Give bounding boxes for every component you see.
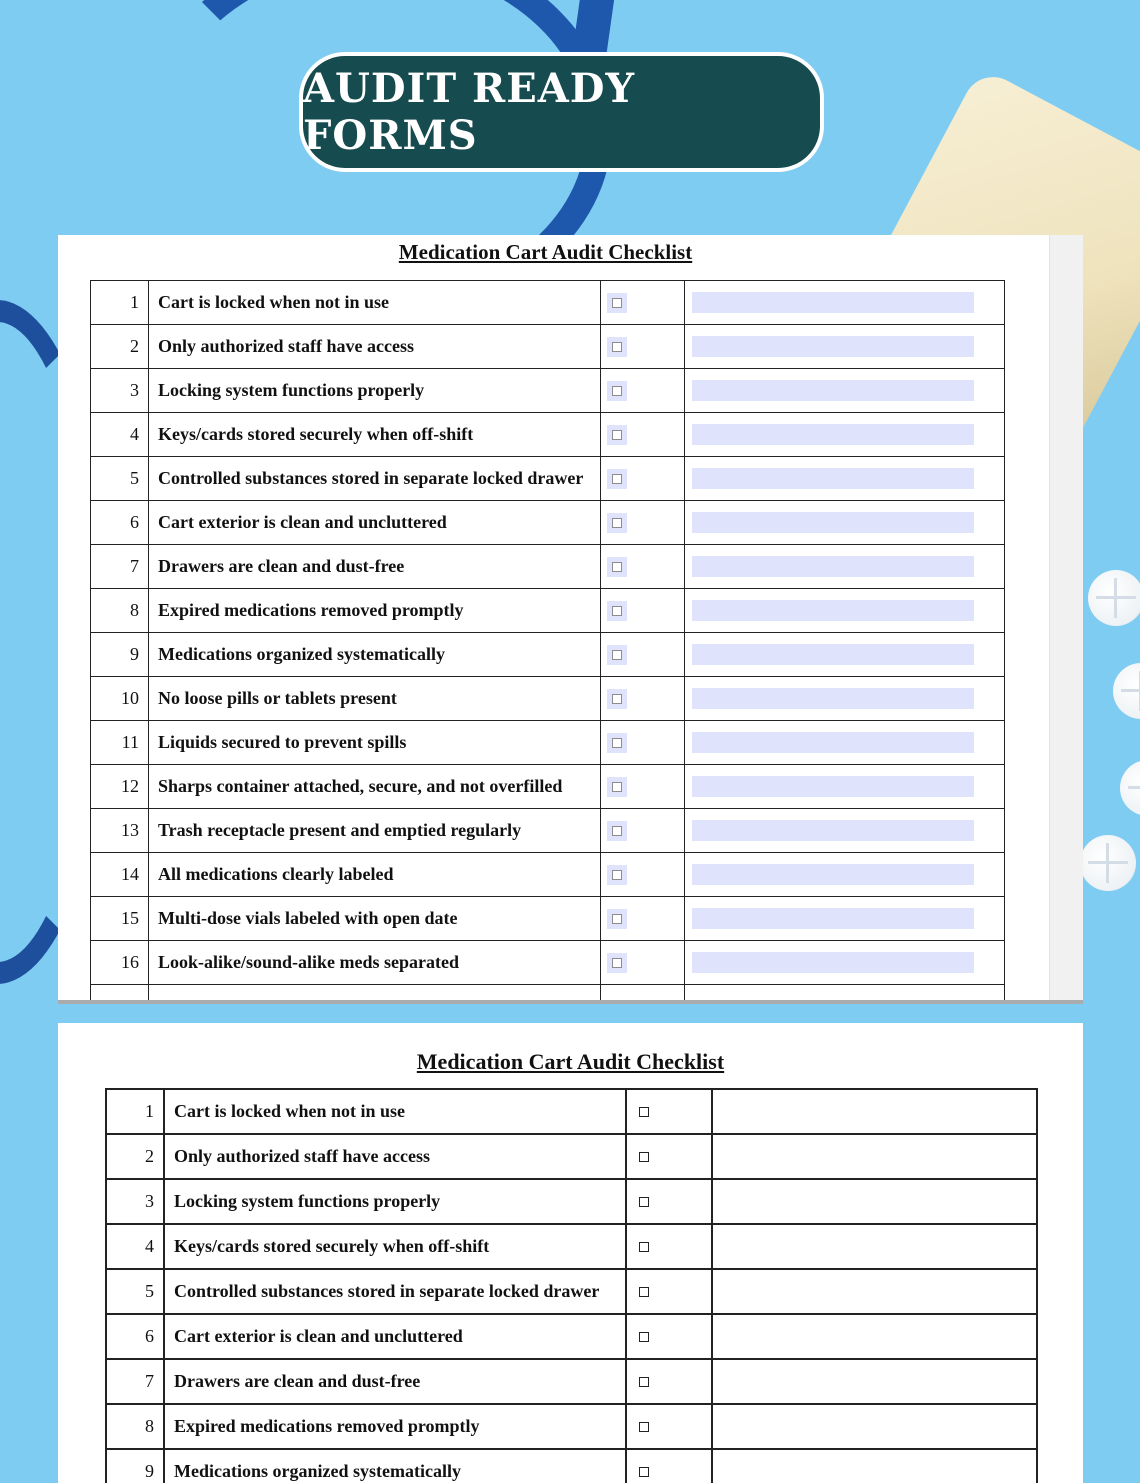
notes-input[interactable] — [692, 864, 974, 885]
table-row — [91, 633, 1005, 677]
checkbox[interactable] — [639, 1377, 649, 1387]
check-cell — [601, 501, 685, 545]
table-row — [91, 853, 1005, 897]
notes-cell[interactable] — [712, 1359, 1037, 1404]
item-number: 3 — [91, 369, 149, 413]
item-text: All medications clearly labeled — [149, 853, 601, 897]
notes-cell[interactable] — [712, 1314, 1037, 1359]
check-cell — [601, 413, 685, 457]
item-text: Medications organized systematically — [164, 1449, 626, 1483]
item-text: No loose pills or tablets present — [149, 677, 601, 721]
checkbox[interactable] — [639, 1152, 649, 1162]
check-cell — [626, 1449, 712, 1483]
item-number: 2 — [106, 1134, 164, 1179]
notes-input[interactable] — [692, 424, 974, 445]
notes-cell — [685, 457, 1005, 501]
notes-cell — [685, 369, 1005, 413]
check-cell — [601, 941, 685, 985]
item-number: 4 — [106, 1224, 164, 1269]
check-cell — [601, 809, 685, 853]
item-text: Multi-dose vials labeled with open date — [149, 897, 601, 941]
check-cell — [626, 1314, 712, 1359]
checkbox[interactable] — [607, 865, 627, 885]
item-number: 1 — [106, 1089, 164, 1134]
notes-cell[interactable] — [712, 1224, 1037, 1269]
notes-input[interactable] — [692, 468, 974, 489]
item-number: 12 — [91, 765, 149, 809]
item-text: Expired medications removed promptly — [164, 1404, 626, 1449]
notes-cell — [685, 809, 1005, 853]
table-row — [106, 1314, 1037, 1359]
notes-input[interactable] — [692, 336, 974, 357]
notes-cell[interactable] — [712, 1404, 1037, 1449]
checkbox[interactable] — [607, 601, 627, 621]
check-cell — [626, 1089, 712, 1134]
table-row — [106, 1449, 1037, 1483]
check-cell — [601, 897, 685, 941]
check-cell — [601, 853, 685, 897]
table-cell — [685, 985, 1005, 1005]
table-row — [91, 941, 1005, 985]
check-cell — [626, 1179, 712, 1224]
checkbox[interactable] — [607, 777, 627, 797]
notes-cell — [685, 677, 1005, 721]
printable-form-preview — [58, 1023, 1083, 1483]
item-number: 13 — [91, 809, 149, 853]
item-number: 6 — [106, 1314, 164, 1359]
table-row — [91, 413, 1005, 457]
fillable-form-preview — [58, 235, 1083, 1004]
notes-input[interactable] — [692, 292, 974, 313]
item-number: 7 — [91, 545, 149, 589]
item-number: 5 — [106, 1269, 164, 1314]
notes-input[interactable] — [692, 556, 974, 577]
item-number: 2 — [91, 325, 149, 369]
table-row — [91, 897, 1005, 941]
notes-cell — [685, 413, 1005, 457]
item-number: 14 — [91, 853, 149, 897]
form-title: Medication Cart Audit Checklist — [416, 1049, 725, 1074]
checkbox[interactable] — [607, 557, 627, 577]
item-number: 8 — [91, 589, 149, 633]
checkbox[interactable] — [607, 821, 627, 841]
notes-cell[interactable] — [712, 1089, 1037, 1134]
check-cell — [626, 1269, 712, 1314]
banner-title: AUDIT READY FORMS — [303, 65, 636, 159]
notes-cell — [685, 325, 1005, 369]
table-row — [106, 1224, 1037, 1269]
item-text: Only authorized staff have access — [164, 1134, 626, 1179]
item-number: 7 — [106, 1359, 164, 1404]
item-text: Locking system functions properly — [164, 1179, 626, 1224]
table-row — [106, 1179, 1037, 1224]
form-title: Medication Cart Audit Checklist — [398, 240, 693, 264]
checkbox[interactable] — [607, 953, 627, 973]
item-text: Locking system functions properly — [149, 369, 601, 413]
check-cell — [626, 1134, 712, 1179]
item-text: Expired medications removed promptly — [149, 589, 601, 633]
item-text: Controlled substances stored in separate locked drawer — [149, 457, 601, 501]
notes-cell[interactable] — [712, 1269, 1037, 1314]
checkbox[interactable] — [607, 293, 627, 313]
item-text: Cart exterior is clean and uncluttered — [149, 501, 601, 545]
item-number: 1 — [91, 281, 149, 325]
item-number: 9 — [91, 633, 149, 677]
table-row — [91, 325, 1005, 369]
item-text: Keys/cards stored securely when off-shift — [149, 413, 601, 457]
table-row — [91, 677, 1005, 721]
notes-input[interactable] — [692, 776, 974, 797]
checkbox[interactable] — [607, 381, 627, 401]
item-text: Keys/cards stored securely when off-shift — [164, 1224, 626, 1269]
notes-cell — [685, 589, 1005, 633]
checkbox[interactable] — [607, 909, 627, 929]
table-row — [91, 281, 1005, 325]
table-row — [91, 809, 1005, 853]
notes-cell — [685, 633, 1005, 677]
item-number: 16 — [91, 941, 149, 985]
checkbox[interactable] — [639, 1287, 649, 1297]
table-row — [91, 589, 1005, 633]
checkbox[interactable] — [607, 337, 627, 357]
check-cell — [601, 765, 685, 809]
checklist-table — [90, 280, 1005, 1004]
check-cell — [601, 369, 685, 413]
table-row — [91, 545, 1005, 589]
notes-input[interactable] — [692, 380, 974, 401]
notes-cell — [685, 281, 1005, 325]
item-text: Only authorized staff have access — [149, 325, 601, 369]
notes-input[interactable] — [692, 512, 974, 533]
item-number: 15 — [91, 897, 149, 941]
item-text: Drawers are clean and dust-free — [149, 545, 601, 589]
table-cell — [149, 985, 601, 1005]
checkbox[interactable] — [607, 689, 627, 709]
item-text: Cart exterior is clean and uncluttered — [164, 1314, 626, 1359]
notes-cell — [685, 501, 1005, 545]
notes-cell — [685, 545, 1005, 589]
checklist-table — [105, 1088, 1038, 1483]
notes-cell[interactable] — [712, 1179, 1037, 1224]
item-text: Cart is locked when not in use — [164, 1089, 626, 1134]
check-cell — [601, 281, 685, 325]
check-cell — [626, 1224, 712, 1269]
table-row — [106, 1404, 1037, 1449]
table-cell — [91, 985, 149, 1005]
pill-image — [1080, 835, 1136, 891]
item-number: 3 — [106, 1179, 164, 1224]
item-text: Medications organized systematically — [149, 633, 601, 677]
table-row — [91, 721, 1005, 765]
item-text: Sharps container attached, secure, and not overfilled — [149, 765, 601, 809]
notes-input[interactable] — [692, 908, 974, 929]
item-number: 5 — [91, 457, 149, 501]
check-cell — [601, 457, 685, 501]
notes-cell — [685, 765, 1005, 809]
check-cell — [601, 677, 685, 721]
notes-cell — [685, 941, 1005, 985]
check-cell — [601, 325, 685, 369]
notes-cell[interactable] — [712, 1449, 1037, 1483]
table-row — [91, 457, 1005, 501]
item-number: 8 — [106, 1404, 164, 1449]
table-row — [91, 369, 1005, 413]
check-cell — [601, 589, 685, 633]
scrollbar[interactable] — [1049, 235, 1083, 1000]
checkbox[interactable] — [607, 469, 627, 489]
table-cell — [601, 985, 685, 1005]
item-number: 11 — [91, 721, 149, 765]
checkbox[interactable] — [607, 733, 627, 753]
checkbox[interactable] — [639, 1332, 649, 1342]
notes-input[interactable] — [692, 952, 974, 973]
table-row-partial — [91, 985, 1005, 1005]
item-text: Trash receptacle present and emptied regularly — [149, 809, 601, 853]
check-cell — [601, 545, 685, 589]
checkbox[interactable] — [607, 425, 627, 445]
item-number: 10 — [91, 677, 149, 721]
table-row — [106, 1269, 1037, 1314]
item-text: Controlled substances stored in separate locked drawer — [164, 1269, 626, 1314]
checkbox[interactable] — [639, 1197, 649, 1207]
item-text: Liquids secured to prevent spills — [149, 721, 601, 765]
checkbox[interactable] — [639, 1107, 649, 1117]
checkbox[interactable] — [639, 1467, 649, 1477]
checkbox[interactable] — [639, 1422, 649, 1432]
check-cell — [626, 1359, 712, 1404]
item-text: Drawers are clean and dust-free — [164, 1359, 626, 1404]
item-number: 6 — [91, 501, 149, 545]
notes-cell — [685, 897, 1005, 941]
checkbox[interactable] — [607, 513, 627, 533]
pill-image — [1120, 760, 1140, 816]
check-cell — [601, 721, 685, 765]
table-row — [91, 765, 1005, 809]
notes-input[interactable] — [692, 820, 974, 841]
notes-input[interactable] — [692, 732, 974, 753]
banner — [299, 52, 824, 172]
check-cell — [601, 633, 685, 677]
table-row — [106, 1134, 1037, 1179]
item-text: Look-alike/sound-alike meds separated — [149, 941, 601, 985]
pill-image — [1088, 570, 1140, 626]
notes-input[interactable] — [692, 644, 974, 665]
notes-cell[interactable] — [712, 1134, 1037, 1179]
item-number: 4 — [91, 413, 149, 457]
notes-input[interactable] — [692, 688, 974, 709]
check-cell — [626, 1404, 712, 1449]
notes-cell — [685, 721, 1005, 765]
checkbox[interactable] — [607, 645, 627, 665]
notes-cell — [685, 853, 1005, 897]
table-row — [106, 1359, 1037, 1404]
table-row — [91, 501, 1005, 545]
item-number: 9 — [106, 1449, 164, 1483]
table-row — [106, 1089, 1037, 1134]
item-text: Cart is locked when not in use — [149, 281, 601, 325]
pill-image — [1113, 663, 1140, 719]
notes-input[interactable] — [692, 600, 974, 621]
checkbox[interactable] — [639, 1242, 649, 1252]
